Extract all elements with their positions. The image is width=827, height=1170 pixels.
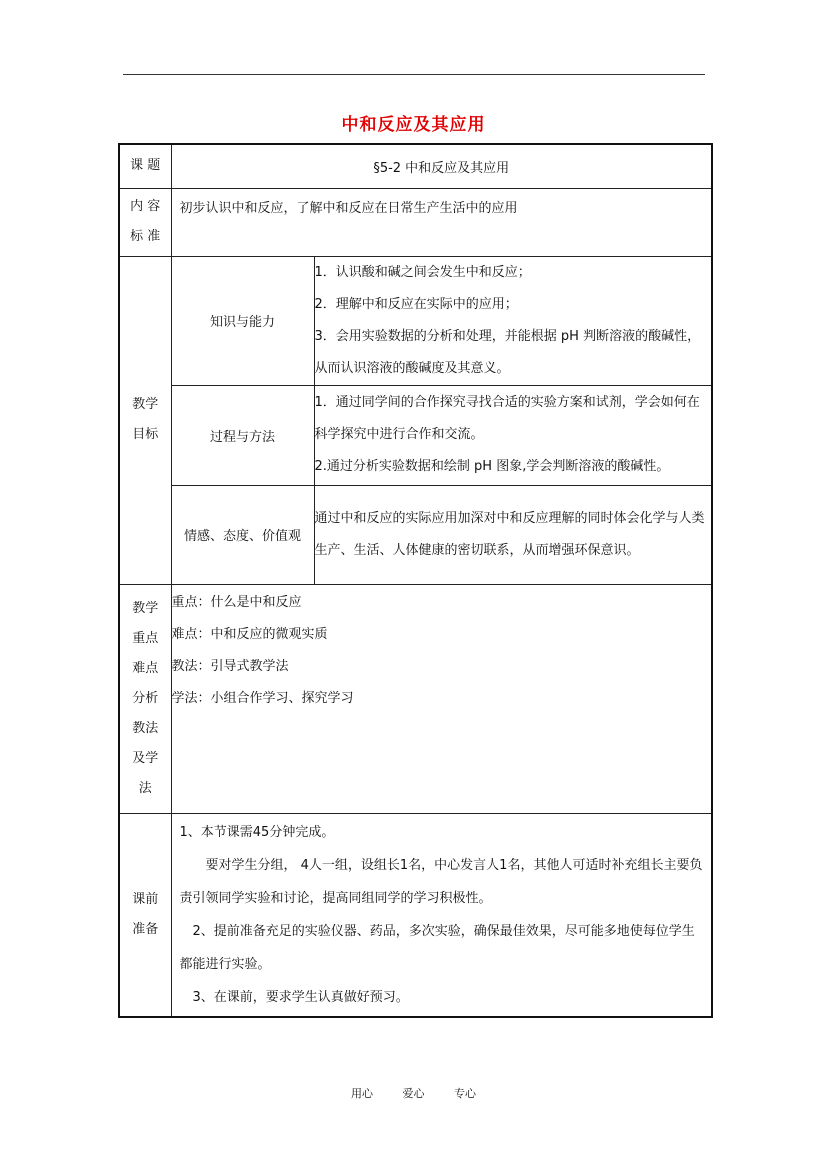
analysis-item: 教法：引导式教学法 bbox=[171, 658, 289, 674]
knowledge-label: 知识与能力 bbox=[171, 256, 314, 385]
standard-label bbox=[119, 188, 171, 256]
analysis-item: 重点：什么是中和反应 bbox=[171, 594, 302, 610]
standard-value: 初步认识中和反应，了解中和反应在日常生产生活中的应用 bbox=[171, 188, 712, 256]
analysis-item: 难点：中和反应的微观实质 bbox=[171, 626, 328, 642]
knowledge-item: 3．会用实验数据的分析和处理，并能根据 pH 判断溶液的酸碱性，从而认识溶液的酸碱度及其意义。 bbox=[314, 328, 701, 376]
prep-item: 3、在课前，要求学生认真做好预习。 bbox=[192, 989, 409, 1005]
analysis-label-line: 教法 bbox=[132, 720, 159, 736]
prep-label-line: 课前 bbox=[132, 891, 159, 907]
knowledge-content bbox=[314, 256, 712, 385]
prep-content bbox=[171, 813, 712, 1017]
prep-item: 要对学生分组， 4人一组，设组长1名，中心发言人1名，其他人可适时补充组长主要负责引领同学实验和讨论，提高同组同学的学习积极性。 bbox=[179, 857, 703, 906]
prep-label bbox=[119, 813, 171, 1017]
process-item: 1．通过同学间的合作探究寻找合适的实验方案和试剂，学会如何在科学探究中进行合作和交流。 bbox=[314, 395, 700, 442]
analysis-content bbox=[171, 584, 712, 813]
footer-text: 专心 bbox=[454, 1087, 476, 1100]
analysis-label-line: 教学 bbox=[132, 600, 159, 616]
process-content bbox=[314, 385, 712, 485]
header-rule bbox=[123, 74, 705, 75]
prep-label-line: 准备 bbox=[132, 921, 159, 937]
footer-text: 爱心 bbox=[402, 1087, 425, 1100]
footer-text: 用心 bbox=[351, 1087, 373, 1100]
objectives-label bbox=[119, 256, 171, 584]
standard-label-line: 标 准 bbox=[130, 229, 161, 244]
analysis-item: 学法：小组合作学习、探究学习 bbox=[171, 690, 354, 706]
topic-value: §5-2 中和反应及其应用 bbox=[171, 144, 712, 188]
knowledge-item: 2．理解中和反应在实际中的应用； bbox=[314, 296, 518, 312]
analysis-label bbox=[119, 584, 171, 813]
analysis-label-line: 重点 bbox=[132, 630, 159, 646]
topic-label: 课 题 bbox=[119, 144, 171, 188]
analysis-label-line: 分析 bbox=[132, 690, 159, 706]
analysis-label-line: 难点 bbox=[132, 660, 159, 676]
knowledge-item: 1．认识酸和碱之间会发生中和反应； bbox=[314, 264, 531, 280]
topic-row bbox=[119, 144, 712, 188]
objective-process-row bbox=[119, 385, 712, 485]
analysis-row bbox=[119, 584, 712, 813]
prep-row bbox=[119, 813, 712, 1017]
objective-knowledge-row bbox=[119, 256, 712, 385]
emotion-label: 情感、态度、价值观 bbox=[171, 485, 314, 584]
standard-row bbox=[119, 188, 712, 256]
prep-item: 1、本节课需45分钟完成。 bbox=[179, 824, 335, 840]
objective-emotion-row bbox=[119, 485, 712, 584]
lesson-plan-table bbox=[118, 143, 713, 1018]
standard-label-line: 内 容 bbox=[130, 199, 161, 214]
analysis-label-line: 法 bbox=[138, 780, 152, 796]
page-footer bbox=[0, 1085, 827, 1101]
objectives-label-line: 目标 bbox=[132, 427, 159, 442]
process-item: 2.通过分析实验数据和绘制 pH 图象,学会判断溶液的酸碱性。 bbox=[314, 459, 670, 474]
page-title: 中和反应及其应用 bbox=[341, 115, 486, 135]
objectives-label-line: 教学 bbox=[132, 397, 159, 412]
analysis-label-line: 及学 bbox=[132, 750, 159, 766]
prep-item: 2、提前准备充足的实验仪器、药品，多次实验，确保最佳效果，尽可能多地使每位学生都能进行实验。 bbox=[179, 923, 695, 972]
emotion-content: 通过中和反应的实际应用加深对中和反应理解的同时体会化学与人类生产、生活、人体健康的密切联系，从而增强环保意识。 bbox=[314, 485, 712, 584]
process-label: 过程与方法 bbox=[171, 385, 314, 485]
